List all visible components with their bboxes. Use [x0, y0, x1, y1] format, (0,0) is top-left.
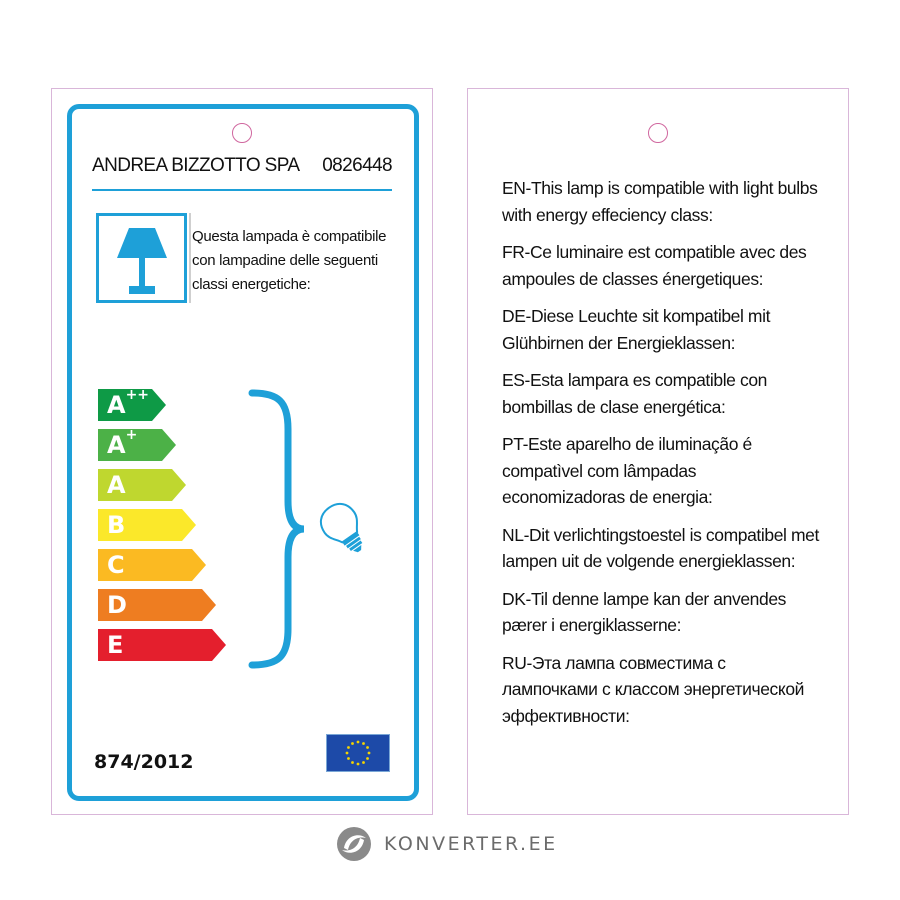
- translation-nl: NL-Dit verlichtingstoestel is compatibel met lampen uit de volgende energieklassen:: [502, 524, 819, 571]
- translation-ru: RU-Эта лампа совместима с лампочками с классом энергетической эффективности:: [502, 652, 805, 726]
- company-name: ANDREA BIZZOTTO SPA: [92, 155, 300, 176]
- eu-flag-icon: [326, 734, 390, 772]
- translation-es: ES-Esta lampara es compatible con bombillas de clase energética:: [502, 370, 767, 417]
- energy-class-bar: [98, 629, 226, 661]
- hang-hole: [648, 123, 668, 143]
- eu-star-icon: [362, 761, 365, 764]
- energy-class-letter: B: [107, 511, 126, 539]
- header-divider: [92, 189, 392, 191]
- eu-star-icon: [346, 752, 349, 755]
- energy-class-bar: [98, 429, 176, 461]
- konverter-logo-icon: [336, 826, 372, 862]
- product-code: 0826448: [322, 155, 392, 176]
- translation-dk: DK-Til denne lampe kan der anvendes pærer i energiklasserne:: [502, 588, 786, 635]
- eu-star-icon: [362, 742, 365, 745]
- regulation-number: 874/2012: [94, 751, 194, 773]
- eu-star-icon: [347, 757, 350, 760]
- translation-pt: PT-Este aparelho de iluminação é compatìvel com lâmpadas economizadoras de energia:: [502, 434, 752, 507]
- compatibility-text-it: Questa lampada è compatibile con lampadine delle seguenti classi energetiche:: [192, 228, 387, 293]
- energy-class-bar: [98, 469, 186, 501]
- eu-star-icon: [357, 763, 360, 766]
- lamp-text-divider: [189, 213, 191, 303]
- translation-fr: FR-Ce luminaire est compatible avec des ampoules de classes énergetiques:: [502, 242, 807, 289]
- hang-hole: [232, 123, 252, 143]
- curly-brace-icon: [248, 389, 308, 669]
- energy-class-letter: D: [107, 591, 127, 619]
- watermark: [336, 826, 558, 862]
- eu-star-icon: [368, 752, 371, 755]
- energy-class-letter: A: [107, 471, 126, 499]
- light-bulb-icon: [314, 499, 374, 559]
- energy-label-tag: [51, 88, 433, 815]
- energy-class-letter: E: [107, 631, 124, 659]
- eu-star-icon: [347, 746, 350, 749]
- watermark-text: KONVERTER.EE: [384, 833, 558, 855]
- table-lamp-icon: [96, 213, 187, 303]
- energy-class-bar: [98, 589, 216, 621]
- eu-star-icon: [351, 742, 354, 745]
- energy-class-bar: [98, 549, 206, 581]
- eu-star-icon: [351, 761, 354, 764]
- translation-en: EN-This lamp is compatible with light bulbs with energy effeciency class:: [502, 178, 818, 225]
- translation-de: DE-Diese Leuchte sit kompatibel mit Glühbirnen der Energieklassen:: [502, 306, 771, 353]
- eu-star-icon: [366, 757, 369, 760]
- label-header: [92, 155, 392, 177]
- energy-class-letter: A+: [107, 427, 138, 459]
- eu-star-icon: [366, 746, 369, 749]
- energy-class-bar: [98, 509, 196, 541]
- energy-class-letter: C: [107, 551, 125, 579]
- energy-class-plus: ++: [125, 387, 150, 403]
- energy-class-plus: +: [125, 427, 138, 443]
- eu-star-icon: [357, 741, 360, 744]
- energy-class-bar: [98, 389, 166, 421]
- energy-class-letter: A++: [107, 387, 150, 419]
- translations-tag: [467, 88, 849, 815]
- translations-list: [502, 175, 822, 740]
